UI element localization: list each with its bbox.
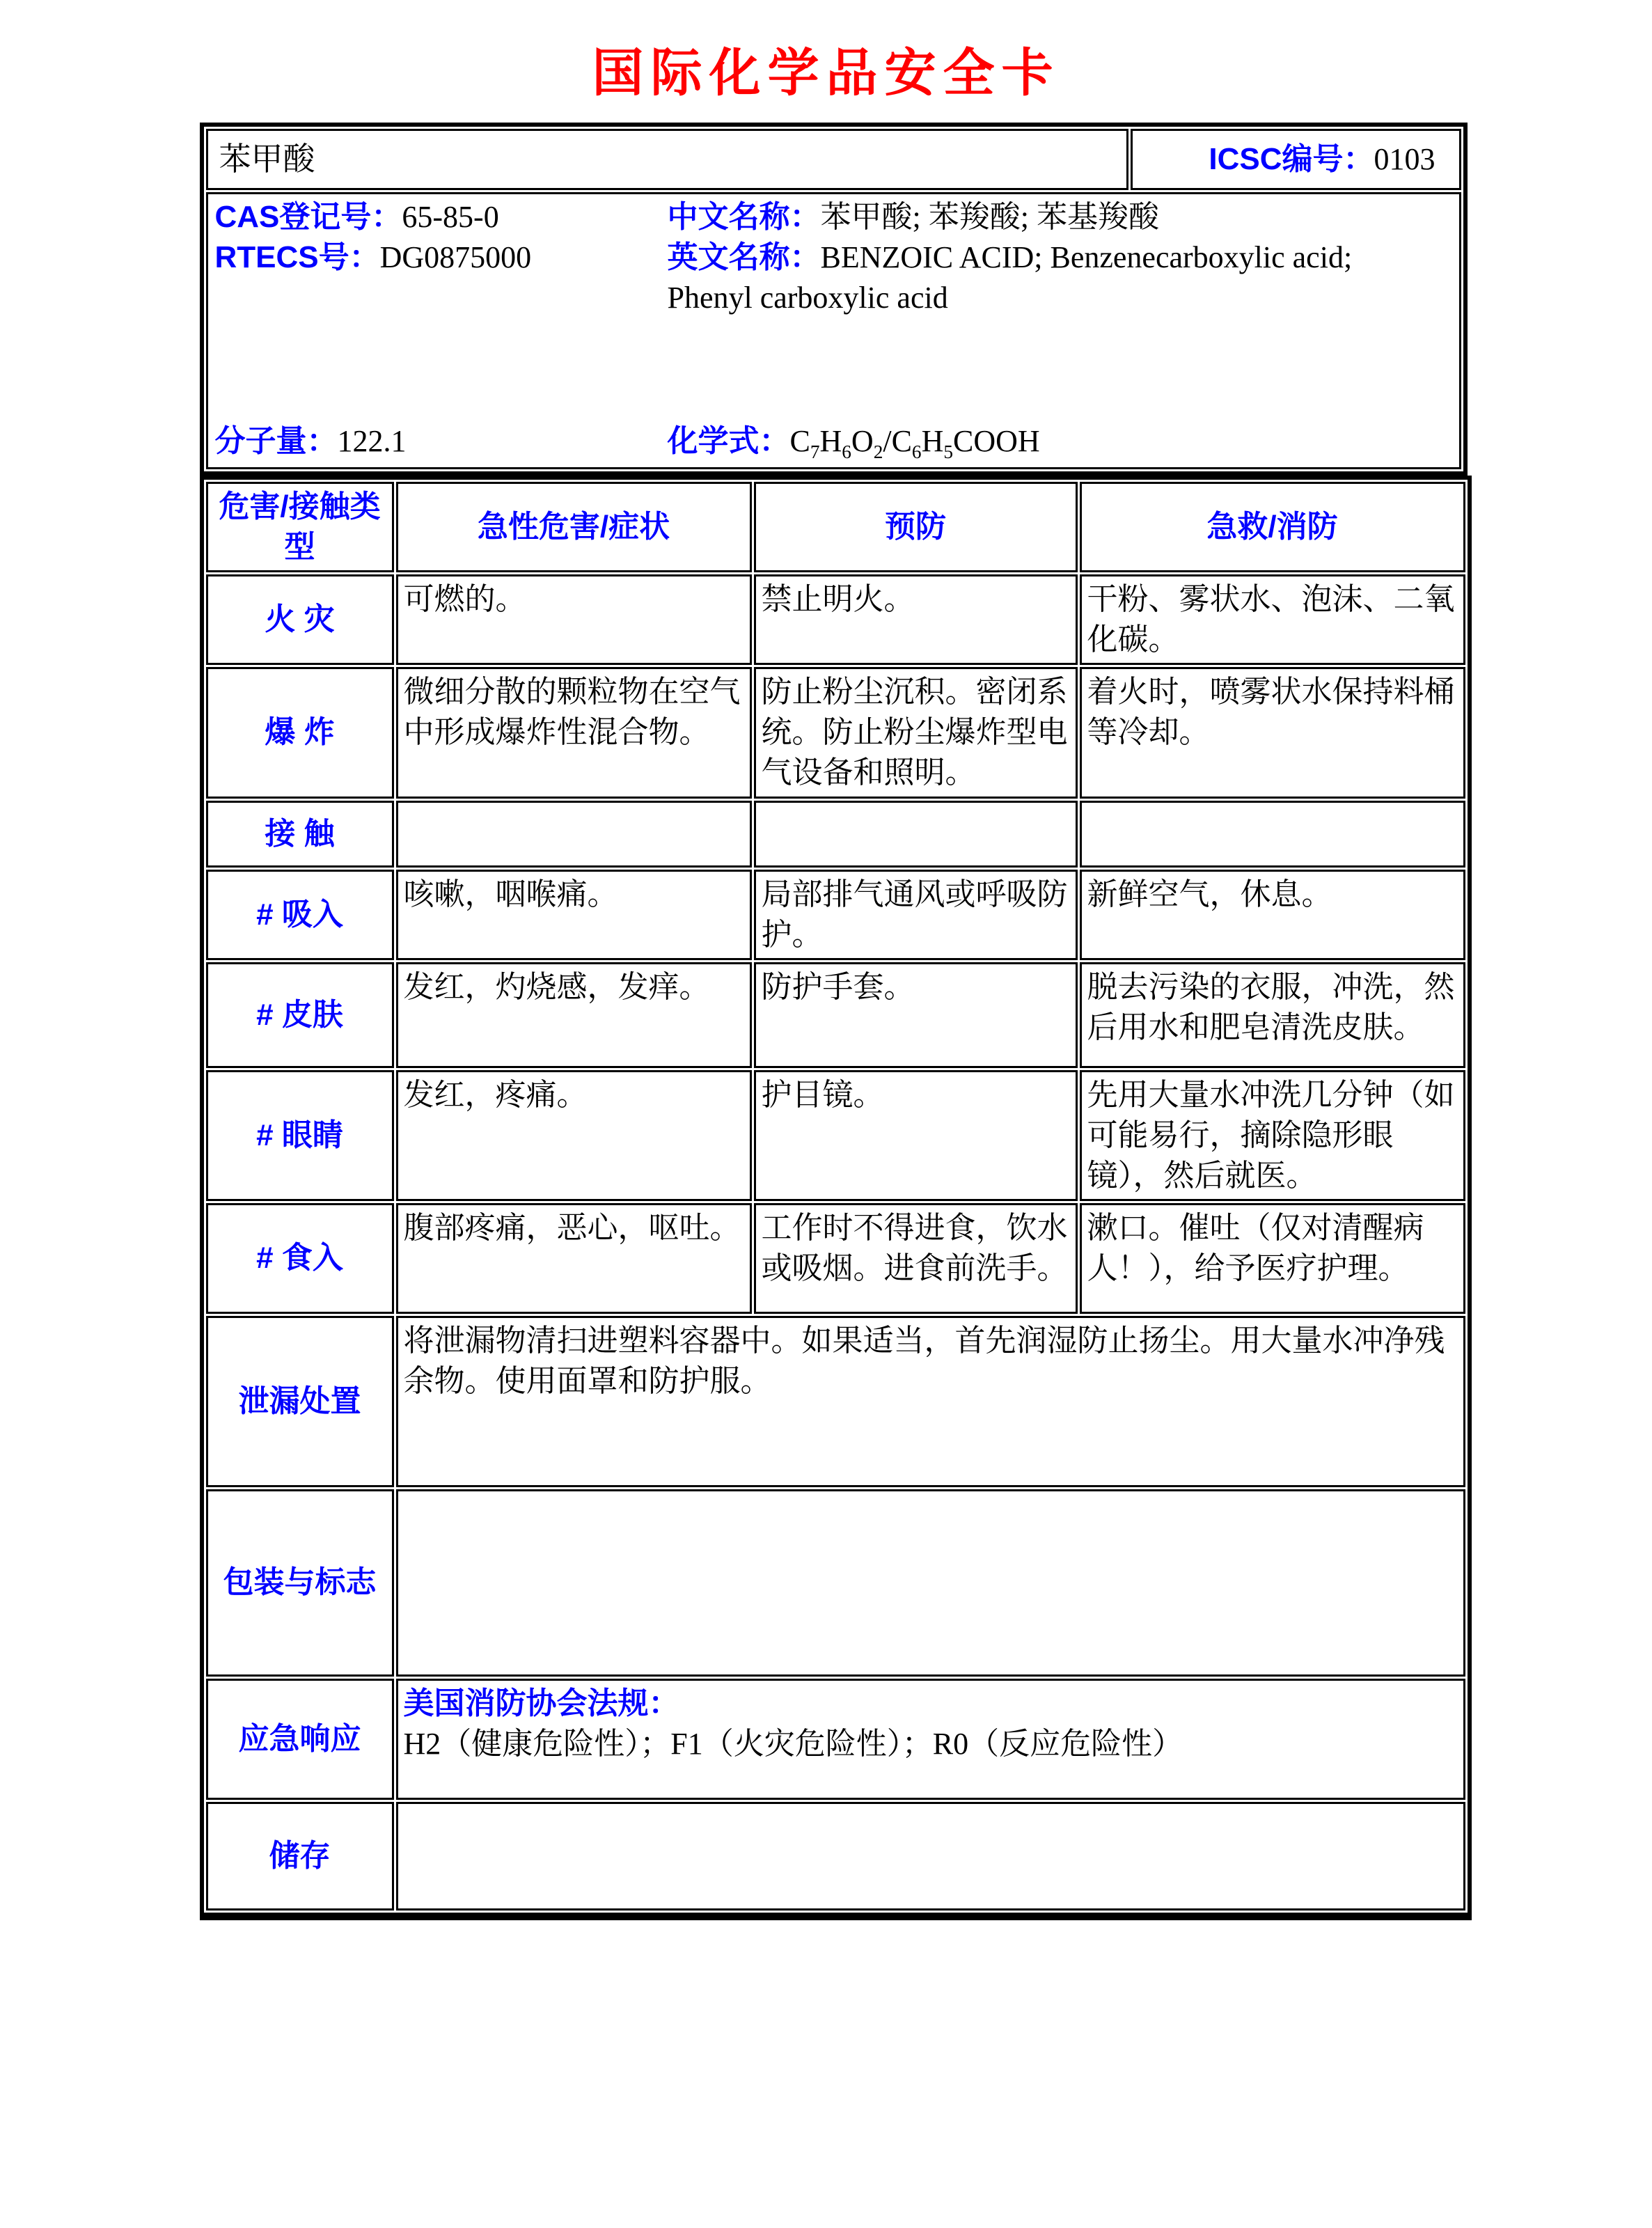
substance-name: 苯甲酸 [206, 129, 1128, 190]
mw-label: 分子量： [214, 423, 338, 458]
skin-first-aid: 脱去污染的衣服，冲洗，然后用水和肥皂清洗皮肤。 [1080, 962, 1465, 1068]
table-row-ingestion [206, 1203, 1465, 1314]
cas-label: CAS登记号： [214, 200, 402, 234]
fire-first-aid: 干粉、雾状水、泡沫、二氧化碳。 [1080, 574, 1465, 665]
explosion-symptoms: 微细分散的颗粒物在空气中形成爆炸性混合物。 [396, 667, 752, 798]
inhalation-symptoms: 咳嗽，咽喉痛。 [396, 870, 752, 960]
mw-formula-line [215, 421, 1452, 464]
section-row-emergency [206, 1679, 1465, 1800]
contact-symptoms [396, 801, 752, 868]
english-name-label: 英文名称： [667, 240, 821, 275]
rtecs-label: RTECS号： [214, 240, 380, 275]
header-hazard-type: 危害/接触类型 [206, 482, 394, 572]
table-row-eyes [206, 1070, 1465, 1201]
header-symptoms: 急性危害/症状 [396, 482, 752, 572]
rtecs-line [215, 237, 668, 278]
explosion-prevention: 防止粉尘沉积。密闭系统。防止粉尘爆炸型电气设备和照明。 [754, 667, 1078, 798]
names-block [668, 197, 1406, 318]
contact-prevention [754, 801, 1078, 868]
contact-first-aid [1080, 801, 1465, 868]
icsc-value: 0103 [1374, 141, 1435, 176]
substance-row [206, 129, 1461, 190]
spill-content: 将泄漏物清扫进塑料容器中。如果适当，首先润湿防止扬尘。用大量水冲净残余物。使用面罩和防护服。 [396, 1316, 1465, 1487]
identity-cell [206, 192, 1461, 469]
chemical-formula [668, 421, 1040, 462]
row-label: # 皮肤 [206, 962, 394, 1068]
table-row-skin [206, 962, 1465, 1068]
rtecs-value: DG0875000 [379, 240, 532, 275]
row-label: # 食入 [206, 1203, 394, 1314]
molecular-weight [215, 421, 668, 462]
section-row-spill [206, 1316, 1465, 1487]
table-row-explosion [206, 667, 1465, 798]
mw-value: 122.1 [337, 423, 407, 458]
packaging-content [396, 1489, 1465, 1677]
explosion-first-aid: 着火时，喷雾状水保持料桶等冷却。 [1080, 667, 1465, 798]
skin-prevention: 防护手套。 [754, 962, 1078, 1068]
header-first-aid: 急救/消防 [1080, 482, 1465, 572]
section-label: 包装与标志 [206, 1489, 394, 1677]
row-label: # 眼睛 [206, 1070, 394, 1201]
ingestion-prevention: 工作时不得进食，饮水或吸烟。进食前洗手。 [754, 1203, 1078, 1314]
emergency-content [396, 1679, 1465, 1800]
identity-layout [215, 197, 1452, 464]
ingestion-first-aid: 漱口。催吐（仅对清醒病人！），给予医疗护理。 [1080, 1203, 1465, 1314]
cas-line [215, 197, 668, 237]
eyes-prevention: 护目镜。 [754, 1070, 1078, 1201]
table-row-contact [206, 801, 1465, 868]
hazard-header-row [206, 482, 1465, 572]
section-label: 泄漏处置 [206, 1316, 394, 1487]
chinese-name-value: 苯甲酸; 苯羧酸; 苯基羧酸 [820, 200, 1159, 234]
cas-value: 65-85-0 [402, 200, 499, 234]
identity-table [200, 123, 1468, 476]
storage-content [396, 1802, 1465, 1911]
row-label: # 吸入 [206, 870, 394, 960]
chinese-name-label: 中文名称： [667, 200, 821, 234]
nfpa-label: 美国消防协会法规： [403, 1686, 679, 1720]
nfpa-codes: H2（健康危险性）；F1（火灾危险性）；R0（反应危险性） [403, 1727, 1183, 1762]
fire-symptoms: 可燃的。 [396, 574, 752, 665]
identity-row [206, 192, 1461, 469]
table-row-inhalation [206, 870, 1465, 960]
row-label: 爆 炸 [206, 667, 394, 798]
eyes-first-aid: 先用大量水冲洗几分钟（如可能易行，摘除隐形眼镜），然后就医。 [1080, 1070, 1465, 1201]
icsc-label: ICSC编号： [1209, 141, 1374, 176]
eyes-symptoms: 发红，疼痛。 [396, 1070, 752, 1201]
ingestion-symptoms: 腹部疼痛，恶心，呕吐。 [396, 1203, 752, 1314]
section-row-packaging [206, 1489, 1465, 1677]
skin-symptoms: 发红，灼烧感，发痒。 [396, 962, 752, 1068]
table-row-fire [206, 574, 1465, 665]
english-name-line [668, 237, 1406, 318]
row-label: 火 灾 [206, 574, 394, 665]
inhalation-prevention: 局部排气通风或呼吸防护。 [754, 870, 1078, 960]
english-name-value: BENZOIC ACID; Benzenecarboxylic acid; Phenyl carboxylic acid [667, 240, 1353, 315]
header-prevention: 预防 [754, 482, 1078, 572]
fire-prevention: 禁止明火。 [754, 574, 1078, 665]
section-row-storage [206, 1802, 1465, 1911]
icsc-number-cell [1131, 129, 1461, 190]
formula-value: $C_7H_6O_2/C_6H_5COOH$ [789, 423, 1040, 462]
row-label: 接 触 [206, 801, 394, 868]
chinese-name-line [668, 197, 1406, 237]
section-label: 储存 [206, 1802, 394, 1911]
identity-columns [215, 197, 1452, 318]
registry-block [215, 197, 668, 318]
hazard-table [200, 476, 1472, 1920]
formula-label: 化学式： [667, 423, 790, 458]
inhalation-first-aid: 新鲜空气，休息。 [1080, 870, 1465, 960]
page-title: 国际化学品安全卡 [592, 44, 1060, 102]
section-label: 应急响应 [206, 1679, 394, 1800]
safety-card [200, 123, 1453, 1920]
